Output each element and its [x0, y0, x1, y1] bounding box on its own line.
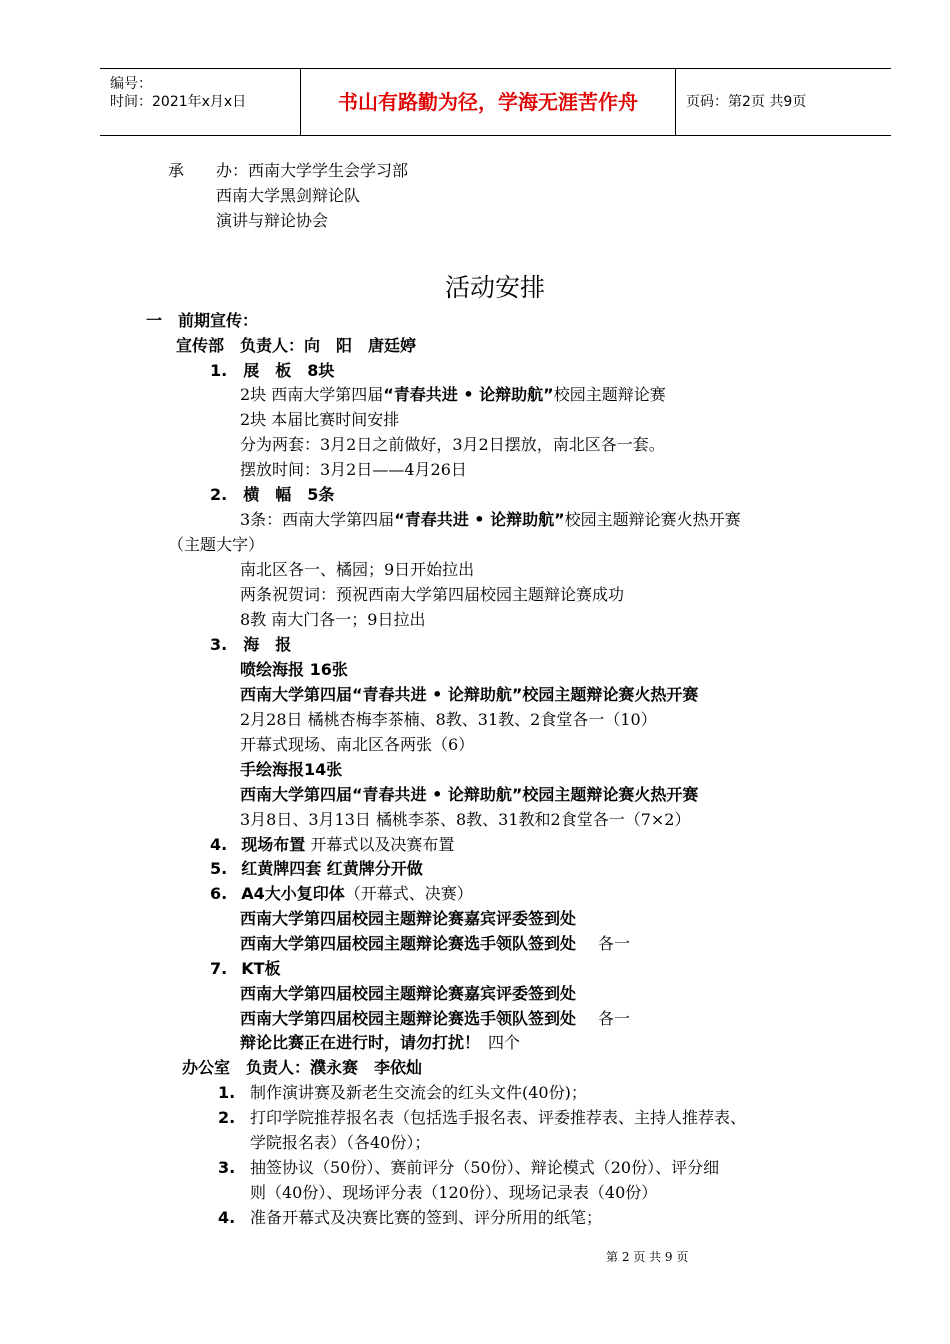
item1-line4: 摆放时间：3月2日——4月26日: [240, 460, 467, 479]
time-label: 时间：2021年x月x日: [110, 94, 247, 110]
header-page-info: 页码：第2页 共9页: [686, 94, 807, 110]
dept-publicity: 宣传部 负责人：向 阳 唐廷婷: [176, 336, 417, 355]
item2-line2: 南北区各一、橘园；9日开始拉出: [240, 560, 475, 579]
item1-line2: 2块 本届比赛时间安排: [240, 410, 400, 429]
office-item1: 制作演讲赛及新老生交流会的红头文件(40份)；: [250, 1083, 587, 1102]
number-label: 编号：: [110, 76, 152, 92]
office-item3: 抽签协议（50份）、赛前评分（50份）、辩论模式（20份）、评分细: [250, 1158, 720, 1177]
item2-line1: 3条：西南大学第四届“青春共进 • 论辩助航”校园主题辩论赛火热开赛: [240, 510, 741, 529]
section-heading: 一 前期宣传：: [146, 311, 259, 330]
office-item3-cont: 则（40份）、现场评分表（120份）、现场记录表（40份）: [250, 1183, 658, 1202]
item3-line5: 手绘海报14张: [240, 760, 343, 779]
item7-line3: 辩论比赛正在进行时，请勿打扰！ 四个: [240, 1033, 521, 1052]
office-item2: 打印学院推荐报名表（包括选手报名表、评委推荐表、主持人推荐表、: [250, 1108, 747, 1127]
dept-office: 办公室 负责人：濮永赛 李依灿: [182, 1058, 423, 1077]
item7: 7. KT板: [210, 959, 281, 978]
office-item4-num: 4.: [218, 1208, 236, 1227]
item3-line1: 喷绘海报 16张: [240, 660, 348, 679]
header-meta: [100, 69, 301, 135]
item6-line2: 西南大学第四届校园主题辩论赛选手领队签到处 各一: [240, 934, 631, 953]
item6-line1: 西南大学第四届校园主题辩论赛嘉宾评委签到处: [240, 909, 577, 928]
office-item3-num: 3.: [218, 1158, 236, 1177]
office-item2-num: 2.: [218, 1108, 236, 1127]
page-title: 活动安排: [444, 273, 545, 302]
item4: 4. 现场布置 开幕式以及决赛布置: [210, 835, 455, 854]
office-item4: 准备开幕式及决赛比赛的签到、评分所用的纸笔；: [250, 1208, 603, 1227]
item5: 5. 红黄牌四套 红黄牌分开做: [210, 859, 423, 878]
item3-line6: 西南大学第四届“青春共进 • 论辩助航”校园主题辩论赛火热开赛: [240, 785, 699, 804]
organizer-line-3: 演讲与辩论协会: [216, 211, 329, 230]
item1-line1: 2块 西南大学第四届“青春共进 • 论辩助航”校园主题辩论赛: [240, 385, 666, 404]
item6: 6. A4大小复印体（开幕式、决赛）: [210, 884, 473, 903]
office-item2-cont: 学院报名表）（各40份）；: [250, 1133, 431, 1152]
item7-line1: 西南大学第四届校园主题辩论赛嘉宾评委签到处: [240, 984, 577, 1003]
page-footer: 第 2 页 共 9 页: [606, 1250, 689, 1264]
item3-line7: 3月8日、3月13日 橘桃李茶、8教、31教和2食堂各一（7×2）: [240, 810, 691, 829]
item1-heading: 1. 展 板 8块: [210, 361, 335, 380]
item2-line3: 两条祝贺词：预祝西南大学第四届校园主题辩论赛成功: [240, 585, 625, 604]
office-item1-num: 1.: [218, 1083, 236, 1102]
page-header: [100, 68, 891, 136]
item1-line3: 分为两套：3月2日之前做好，3月2日摆放，南北区各一套。: [240, 435, 665, 454]
item3-heading: 3. 海 报: [210, 635, 292, 654]
item2-line4: 8教 南大门各一；9日拉出: [240, 610, 426, 629]
item7-line2: 西南大学第四届校园主题辩论赛选手领队签到处 各一: [240, 1009, 631, 1028]
organizer-line-2: 西南大学黑剑辩论队: [216, 186, 361, 205]
item2-heading: 2. 横 幅 5条: [210, 485, 335, 504]
item3-line4: 开幕式现场、南北区各两张（6）: [240, 735, 475, 754]
header-motto: 书山有路勤为径，学海无涯苦作舟: [301, 69, 676, 135]
item3-line2: 西南大学第四届“青春共进 • 论辩助航”校园主题辩论赛火热开赛: [240, 685, 699, 704]
item2-line1-cont: （主题大字）: [168, 535, 265, 554]
item3-line3: 2月28日 橘桃杏梅李茶楠、8教、31教、2食堂各一（10）: [240, 710, 657, 729]
organizer-line-1: 承 办：西南大学学生会学习部: [168, 161, 409, 180]
